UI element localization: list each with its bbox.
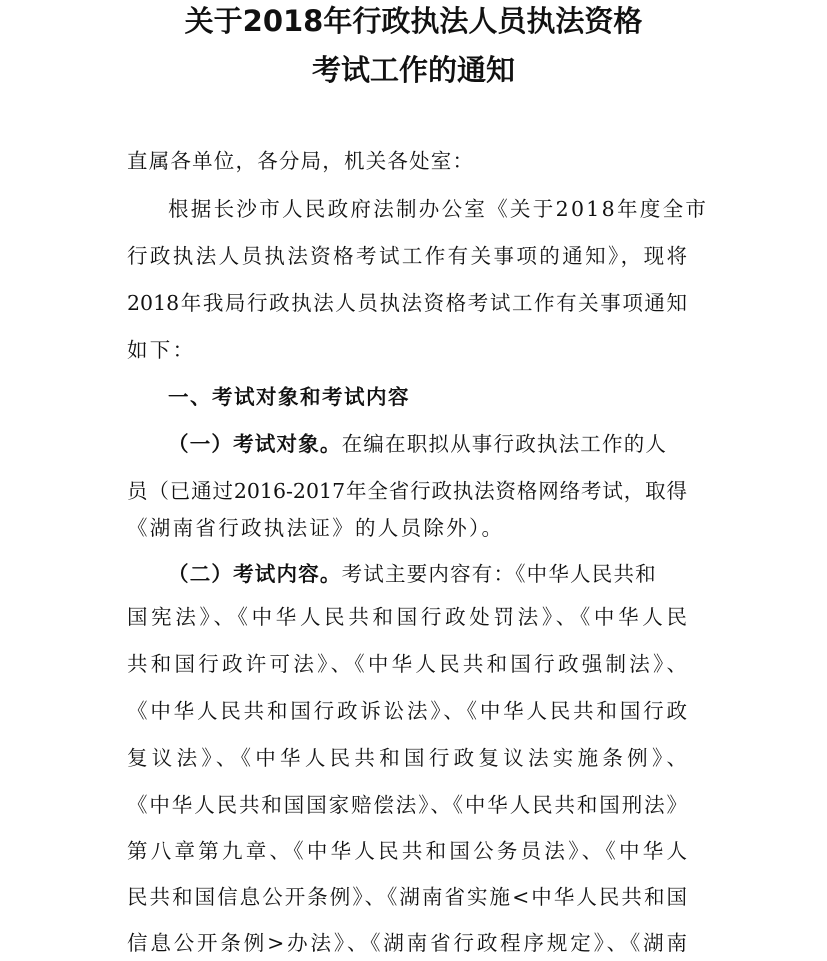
intro-line-2: 行政执法人员执法资格考试工作有关事项的通知》，现将 xyxy=(127,244,687,268)
item-1-first-line xyxy=(168,431,687,457)
item-1-text: 在编在职拟从事行政执法工作的人 xyxy=(341,432,668,456)
item-2-line-7: 第八章第九章、《中华人民共和国公务员法》、《中华人 xyxy=(127,839,687,863)
item-2-text: 考试主要内容有：《中华人民共和 xyxy=(341,562,657,586)
item-2-line-2: 国宪法》、《中华人民共和国行政处罚法》、《中华人民 xyxy=(127,605,687,629)
item-1-heading: （一）考试对象。 xyxy=(168,432,342,456)
document-title-line-2: 考试工作的通知 xyxy=(311,53,515,87)
section-1-heading: 一、考试对象和考试内容 xyxy=(168,385,410,409)
item-2-line-9: 信息公开条例>办法》、《湖南省行政程序规定》、《湖南 xyxy=(127,931,687,955)
intro-line-4: 如下： xyxy=(127,338,196,362)
item-1-line-2: 员（已通过2016-2017年全省行政执法资格网络考试，取得 xyxy=(127,479,687,503)
item-2-first-line xyxy=(168,561,687,587)
intro-line-3: 2018年我局行政执法人员执法资格考试工作有关事项通知 xyxy=(127,291,687,315)
item-2-line-4: 《中华人民共和国行政诉讼法》、《中华人民共和国行政 xyxy=(127,699,687,723)
item-2-line-5: 复议法》、《中华人民共和国行政复议法实施条例》、 xyxy=(127,746,687,770)
item-2-line-6: 《中华人民共和国国家赔偿法》、《中华人民共和国刑法》 xyxy=(127,793,687,817)
item-1-line-3: 《湖南省行政执法证》的人员除外）。 xyxy=(127,516,505,540)
document-title-line-1: 关于2018年行政执法人员执法资格 xyxy=(184,4,643,38)
item-2-line-8: 民共和国信息公开条例》、《湖南省实施<中华人民共和国 xyxy=(127,885,687,909)
intro-line-1: 根据长沙市人民政府法制办公室《关于2018年度全市 xyxy=(168,197,709,221)
salutation: 直属各单位，各分局，机关各处室： xyxy=(127,149,475,173)
item-2-line-3: 共和国行政许可法》、《中华人民共和国行政强制法》、 xyxy=(127,652,687,676)
item-2-heading: （二）考试内容。 xyxy=(168,562,342,586)
